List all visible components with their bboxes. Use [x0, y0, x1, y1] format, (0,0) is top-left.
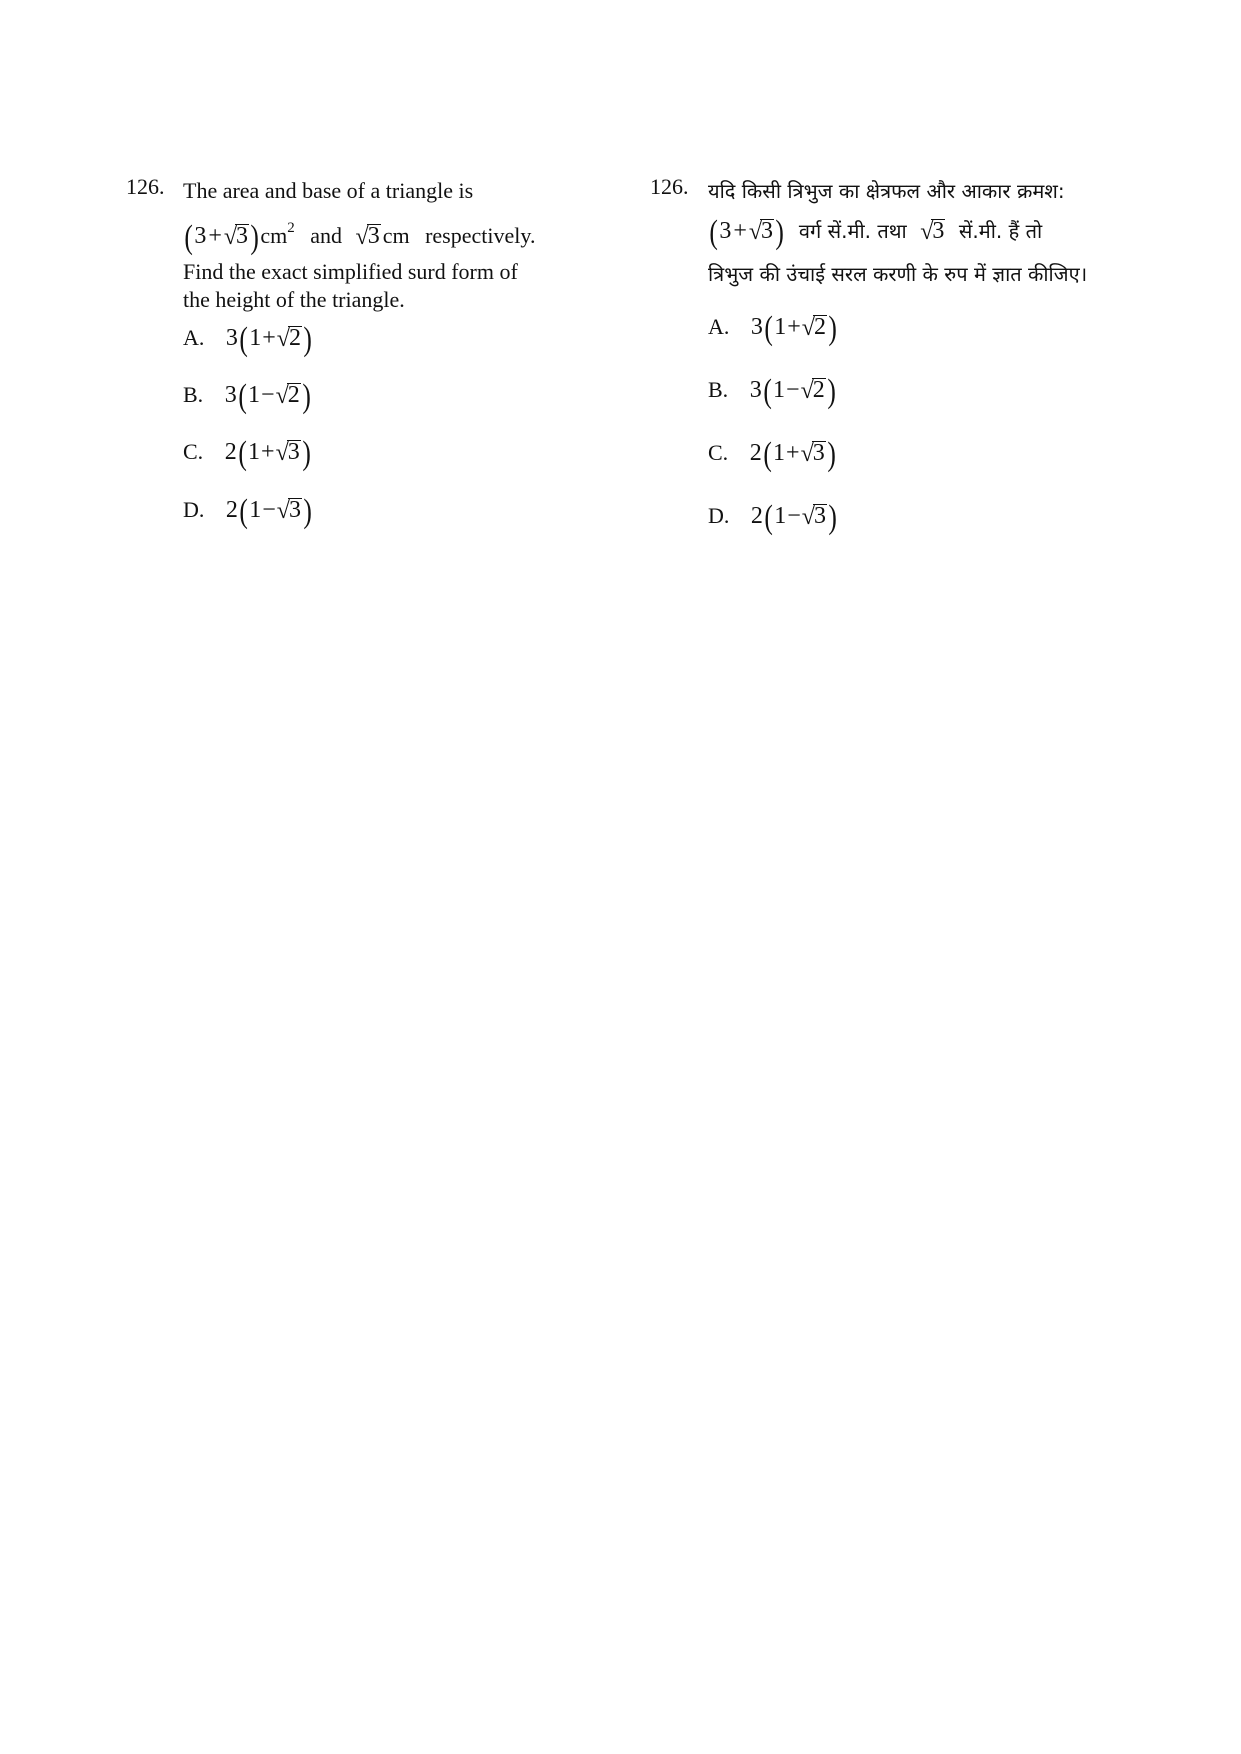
question-line-1: The area and base of a triangle is	[183, 178, 474, 203]
option-d	[708, 499, 838, 536]
area-expression: (3+√3)	[184, 219, 259, 256]
option-expression: 3(1−√2)	[749, 373, 836, 410]
radical-icon: √	[275, 440, 289, 466]
option-expression: 2(1−√3)	[225, 493, 312, 530]
option-letter: B.	[183, 382, 204, 407]
option-a	[183, 321, 313, 358]
respectively-word: respectively.	[425, 223, 536, 248]
option-letter: B.	[708, 377, 729, 402]
option-c	[183, 435, 312, 472]
option-letter: D.	[708, 503, 730, 528]
option-expression: 3(1+√2)	[750, 310, 837, 347]
question-number: 126.	[650, 174, 689, 199]
option-a	[708, 310, 838, 347]
radical-icon: √	[276, 326, 290, 352]
question-line-2	[708, 214, 1043, 251]
option-b	[183, 378, 312, 415]
option-letter: C.	[708, 440, 729, 465]
radical-icon: √	[801, 504, 815, 530]
option-c	[708, 436, 837, 473]
option-d	[183, 493, 313, 530]
radical-icon: √	[800, 441, 814, 467]
and-word: and	[310, 223, 343, 248]
option-letter: D.	[183, 497, 205, 522]
radical-icon: √	[355, 224, 369, 250]
option-letter: C.	[183, 439, 204, 464]
option-expression: 2(1+√3)	[224, 435, 311, 472]
option-letter: A.	[183, 325, 205, 350]
base-unit: सें.मी. हैं तो	[958, 219, 1043, 243]
area-exponent: 2	[287, 220, 295, 236]
base-unit: cm	[382, 223, 410, 248]
area-unit: वर्ग सें.मी. तथा	[798, 219, 907, 243]
question-line-2	[183, 215, 536, 256]
area-expression: (3+√3)	[709, 214, 784, 251]
question-line-3: त्रिभुज की उंचाई सरल करणी के रुप में ज्ञात कीजिए।	[708, 262, 1088, 286]
option-expression: 3(1+√2)	[225, 321, 312, 358]
area-unit: cm	[260, 223, 288, 248]
question-line-3: Find the exact simplified surd form of	[183, 259, 518, 284]
radical-icon: √	[801, 315, 815, 341]
radical-icon: √	[920, 219, 934, 245]
radical-icon: √	[276, 498, 290, 524]
option-letter: A.	[708, 314, 730, 339]
question-line-4: the height of the triangle.	[183, 287, 405, 312]
question-line-1: यदि किसी त्रिभुज का क्षेत्रफल और आकार क्रमश:	[708, 179, 1065, 203]
option-expression: 2(1−√3)	[750, 499, 837, 536]
option-b	[708, 373, 837, 410]
radical-icon: √	[275, 383, 289, 409]
option-expression: 2(1+√3)	[749, 436, 836, 473]
base-expression: √3	[920, 218, 945, 245]
radical-icon: √	[800, 378, 814, 404]
radical-icon: √	[223, 224, 238, 250]
option-expression: 3(1−√2)	[224, 378, 311, 415]
radical-icon: √	[748, 219, 763, 245]
base-expression: √3	[355, 223, 380, 250]
question-number: 126.	[126, 174, 165, 199]
